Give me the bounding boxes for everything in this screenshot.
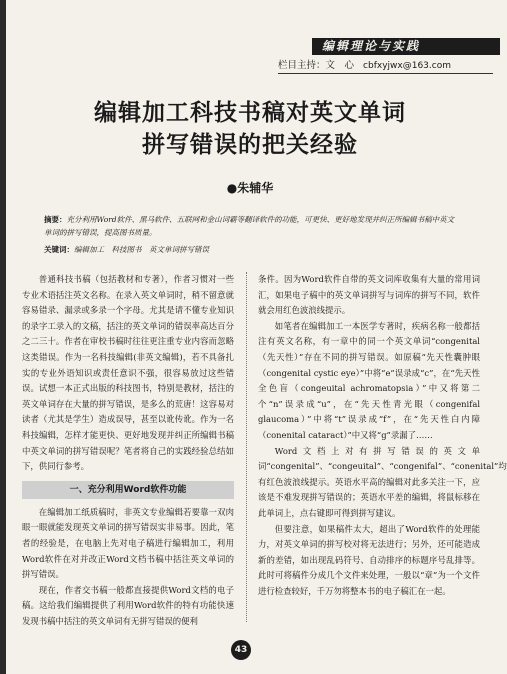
column-host-line xyxy=(278,57,493,74)
right-paragraph-4: 但要注意，如果稿件太大，超出了Word软件的处理能力，对英文单词的拼写校对将无法进行；另外，还可能造成新的差错，如出现乱码符号、自动排序的标题序号乱排等。此时可将稿件分成几个文件来处理，一般以“章”为一个文件进行检查较好，千万勿将整本书的电子稿汇在一起。 xyxy=(258,523,480,596)
article-title-line1: 编辑加工科技书稿对英文单词 xyxy=(94,100,406,126)
left-column xyxy=(22,272,234,637)
left-paragraph-2: 在编辑加工纸质稿时，非英文专业编辑若要靠一双肉眼一眼就能发现英文单词的拼写错误实非易事。因此，笔者的经验是，在电脑上先对电子稿进行编辑加工，利用Word软件在对并改正Word文档书稿中括注英文单词的拼写错误。 xyxy=(22,506,234,580)
left-paragraph-1: 普通科技书稿（包括教材和专著），作者习惯对一些专业术语括注英文名称。在录入英文单词时，稍不留意就容易错录、漏录或多录一个字母。尤其是请不懂专业知识的录字工录入的文稿，括注的英文单词的错误率高达百分之二三十。作者在审校书稿时往往更注重专业内容而忽略这类错误。作为一名科技编辑(非英文编辑)，若不具备扎实的专业外语知识或责任意识不强，很容易放过这些错误。试想一本正式出版的科技图书，特别是教材，括注的英文单词存在大量的拼写错误，是多么的荒唐！这容易对读者（尤其是学生）造成误导，甚至以讹传讹。作为一名科技编辑，怎样才能更快、更好地发现并纠正所编辑书稿中英文单词的拼写错误呢？笔者将自己的实践经验总结如下，供同行参考。 xyxy=(22,274,234,472)
author-name: ●朱辅华 xyxy=(226,181,274,195)
section-heading: 一、充分利用Word软件功能 xyxy=(22,481,234,499)
abstract xyxy=(44,213,456,239)
right-paragraph-2: 如笔者在编辑加工一本医学专著时，疾病名称一般都括注有英文名称，有一章中的同一个英文单词“congenital（先天性）”存在不同的拼写错误。如原稿“先天性囊肿眼（congenital cystic eye）”中将“e”误录成“c”，在“先天性全色盲（congeuital achromatopsia）”中又将第二个“n”误录成“u”，在“先天性青光眼（congenifal glaucoma）”中将“t”误录成“f”，在“先天性白内障（conenital cataract）”中又将“g”录漏了…… xyxy=(258,320,480,440)
abstract-label: 摘要： xyxy=(44,215,67,224)
keywords-text: 编辑加工 科技图书 英文单词拼写错误 xyxy=(74,245,209,254)
column-divider xyxy=(246,272,247,622)
right-paragraph-3: Word文档上对有拼写错误的英文单词“congenital”、“congeuital”、“congenifal”、“conenital”均有红色波浪线提示。英语水平高的编辑对此多关注一下，应该是不难发现拼写错误的；英语水平差的编辑，将鼠标移在此单词上，点右键即可得到拼写建议。 xyxy=(258,445,507,518)
right-paragraph-1: 条件。因为Word软件自带的英文词库收集有大量的常用词汇，如果电子稿中的英文单词拼写与词库的拼写不同，软件就会用红色波浪线提示。 xyxy=(258,274,480,316)
left-paragraph-3: 现在，作者交书稿一般都直接提供Word文档的电子稿。这给我们编辑提供了利用Word软件的特有功能快速发现书稿中括注的英文单词有无拼写错误的便利 xyxy=(22,584,234,626)
abstract-text: 充分利用Word软件、黑马软件、五联网和金山词霸等翻译软件的功能，可更快、更好地发现并纠正所编辑书稿中英文单词的拼写错误，提高图书质量。 xyxy=(44,215,455,237)
host-label: 栏目主持：文 心 xyxy=(278,60,355,71)
keywords xyxy=(44,244,456,255)
page-number: 43 xyxy=(231,640,251,660)
section-banner: 编辑理论与实践 xyxy=(312,38,500,55)
keywords-label: 关键词： xyxy=(44,245,74,254)
right-column xyxy=(258,272,507,617)
article-title-line2: 拼写错误的把关经验 xyxy=(142,132,358,158)
host-email: cbfxyjwx@163.com xyxy=(363,61,451,71)
